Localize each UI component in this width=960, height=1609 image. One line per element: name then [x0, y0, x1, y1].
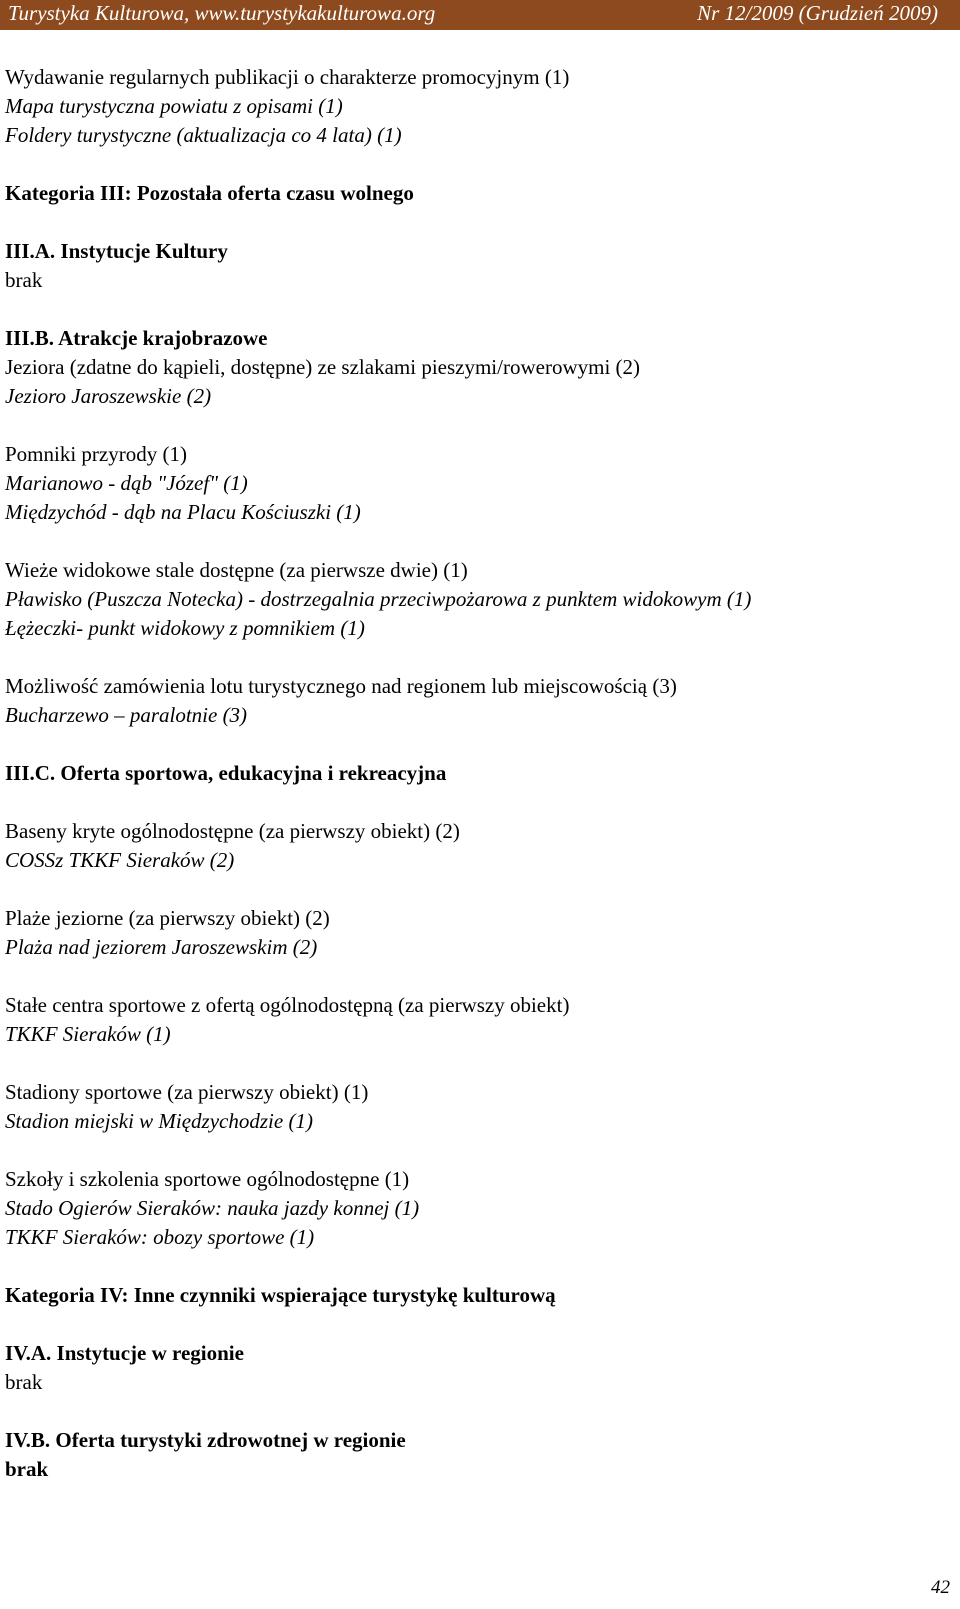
- paragraph-gap: [5, 411, 945, 440]
- example-line: Marianowo - dąb "Józef" (1): [5, 471, 248, 495]
- text-block: [5, 556, 945, 643]
- paragraph-gap: [5, 1049, 945, 1078]
- example-line: TKKF Sieraków (1): [5, 1022, 171, 1046]
- paragraph-gap: [5, 875, 945, 904]
- text-block: [5, 1426, 945, 1484]
- paragraph-gap: [5, 527, 945, 556]
- text-line: Pomniki przyrody (1): [5, 442, 187, 466]
- paragraph-gap: [5, 1252, 945, 1281]
- text-line: brak: [5, 268, 43, 292]
- example-line: Stado Ogierów Sieraków: nauka jazdy konnej (1): [5, 1196, 420, 1220]
- text-line: brak: [5, 1370, 43, 1394]
- text-line: Stadiony sportowe (za pierwszy obiekt) (1): [5, 1080, 369, 1104]
- example-line: Bucharzewo – paralotnie (3): [5, 703, 248, 727]
- text-block: [5, 1165, 945, 1252]
- section-heading: brak: [5, 1457, 49, 1481]
- example-line: COSSz TKKF Sieraków (2): [5, 848, 235, 872]
- text-block: [5, 1339, 945, 1397]
- example-line: Łężeczki- punkt widokowy z pomnikiem (1): [5, 616, 365, 640]
- paragraph-gap: [5, 1397, 945, 1426]
- paragraph-gap: [5, 1136, 945, 1165]
- paragraph-gap: [5, 295, 945, 324]
- text-block: [5, 324, 945, 411]
- example-line: Międzychód - dąb na Placu Kościuszki (1): [5, 500, 361, 524]
- text-block: [5, 904, 945, 962]
- section-heading: Kategoria III: Pozostała oferta czasu wolnego: [5, 181, 414, 205]
- section-heading: III.C. Oferta sportowa, edukacyjna i rekreacyjna: [5, 761, 447, 785]
- section-heading: IV.B. Oferta turystyki zdrowotnej w regionie: [5, 1428, 406, 1452]
- text-block: [5, 237, 945, 295]
- text-line: Możliwość zamówienia lotu turystycznego nad regionem lub miejscowością (3): [5, 674, 677, 698]
- paragraph-gap: [5, 730, 945, 759]
- text-block: [5, 1281, 945, 1310]
- text-block: [5, 672, 945, 730]
- section-heading: III.A. Instytucje Kultury: [5, 239, 228, 263]
- paragraph-gap: [5, 208, 945, 237]
- text-line: Wieże widokowe stale dostępne (za pierwsze dwie) (1): [5, 558, 468, 582]
- paragraph-gap: [5, 788, 945, 817]
- text-block: [5, 63, 945, 150]
- text-block: [5, 759, 945, 788]
- text-block: [5, 1078, 945, 1136]
- text-line: Szkoły i szkolenia sportowe ogólnodostępne (1): [5, 1167, 410, 1191]
- section-heading: IV.A. Instytucje w regionie: [5, 1341, 244, 1365]
- example-line: Plaża nad jeziorem Jaroszewskim (2): [5, 935, 318, 959]
- document-body: [5, 63, 945, 1484]
- example-line: Mapa turystyczna powiatu z opisami (1): [5, 94, 343, 118]
- example-line: Jezioro Jaroszewskie (2): [5, 384, 212, 408]
- header-publication-title: Turystyka Kulturowa, www.turystykakulturowa.org: [8, 1, 436, 25]
- page-header: [0, 0, 960, 30]
- example-line: Pławisko (Puszcza Notecka) - dostrzegalnia przeciwpożarowa z punktem widokowym (1): [5, 587, 752, 611]
- paragraph-gap: [5, 962, 945, 991]
- text-line: Stałe centra sportowe z ofertą ogólnodostępną (za pierwszy obiekt): [5, 993, 570, 1017]
- paragraph-gap: [5, 643, 945, 672]
- text-line: Jeziora (zdatne do kąpieli, dostępne) ze szlakami pieszymi/rowerowymi (2): [5, 355, 641, 379]
- example-line: Foldery turystyczne (aktualizacja co 4 lata) (1): [5, 123, 402, 147]
- text-line: Plaże jeziorne (za pierwszy obiekt) (2): [5, 906, 330, 930]
- header-issue-number: Nr 12/2009 (Grudzień 2009): [697, 1, 938, 25]
- paragraph-gap: [5, 1310, 945, 1339]
- example-line: TKKF Sieraków: obozy sportowe (1): [5, 1225, 315, 1249]
- text-block: [5, 440, 945, 527]
- example-line: Stadion miejski w Międzychodzie (1): [5, 1109, 313, 1133]
- text-line: Wydawanie regularnych publikacji o charakterze promocyjnym (1): [5, 65, 570, 89]
- text-block: [5, 991, 945, 1049]
- section-heading: III.B. Atrakcje krajobrazowe: [5, 326, 268, 350]
- paragraph-gap: [5, 150, 945, 179]
- text-block: [5, 817, 945, 875]
- text-block: [5, 179, 945, 208]
- text-line: Baseny kryte ogólnodostępne (za pierwszy obiekt) (2): [5, 819, 460, 843]
- page-number: 42: [931, 1577, 950, 1598]
- section-heading: Kategoria IV: Inne czynniki wspierające turystykę kulturową: [5, 1283, 556, 1307]
